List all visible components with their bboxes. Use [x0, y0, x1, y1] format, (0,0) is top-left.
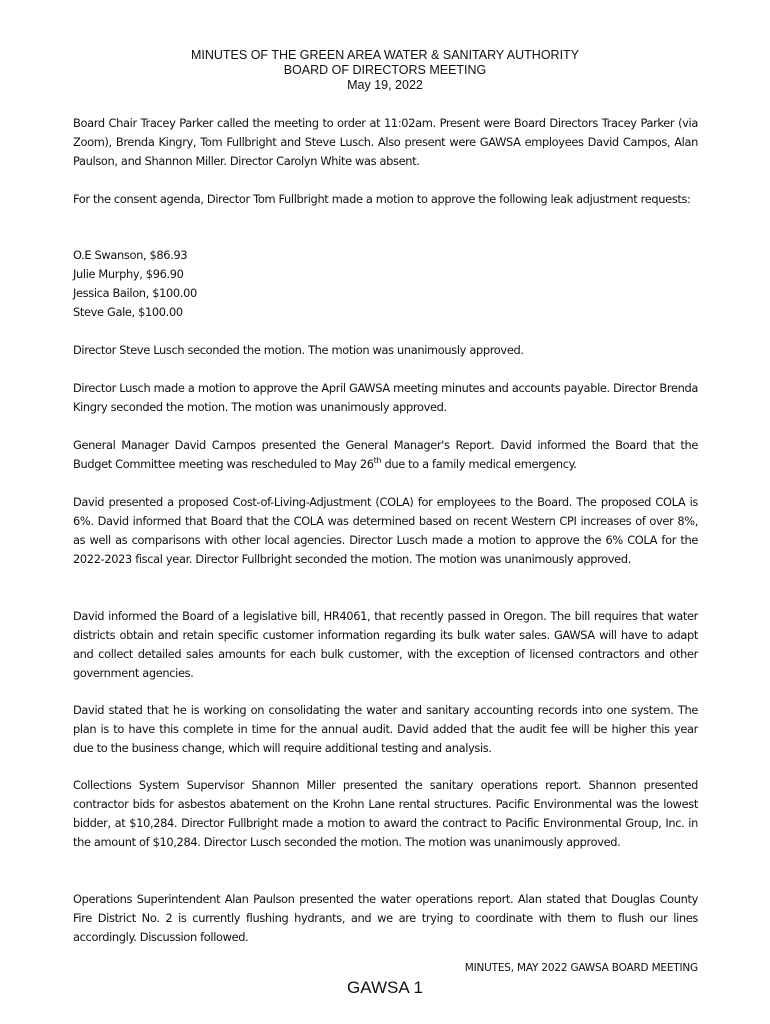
paragraph-cola: David presented a proposed Cost-of-Living-Adjustment (COLA) for employees to the Board. The proposed COLA is 6%. David informed that Board that the COLA was determined based on recent Western CPI increases of over 8%, as well as comparisons with other local agencies. Director Lusch made a motion to approve the 6% COLA for the 2022-2023 fiscal year. Director Fullbright seconded the motion. The motion was unanimously approved.	[73, 495, 698, 566]
footer-page-label: GAWSA 1	[347, 978, 423, 997]
paragraph-water-report: Operations Superintendent Alan Paulson presented the water operations report. Alan stated that Douglas County Fire District No. 2 is currently flushing hydrants, and we are trying to coordinate with them to flush our lines accordingly. Discussion followed.	[73, 892, 698, 944]
paragraph-gm-report: General Manager David Campos presented the General Manager's Report. David informed the Board that the Budget Committee meeting was rescheduled to May 26th due to a family medical emergency.	[73, 438, 698, 471]
footer-running-title: MINUTES, MAY 2022 GAWSA BOARD MEETING	[464, 962, 698, 974]
paragraph-consent-agenda: For the consent agenda, Director Tom Fullbright made a motion to approve the following leak adjustment requests:	[73, 192, 691, 206]
leak-adjustment-list	[73, 246, 698, 322]
paragraph-call-to-order: Board Chair Tracey Parker called the meeting to order at 11:02am. Present were Board Directors Tracey Parker (via Zoom), Brenda Kingry, Tom Fullbright and Steve Lusch. Also present were GAWSA employees David Campos, Alan Paulson, and Shannon Miller. Director Carolyn White was absent.	[73, 116, 698, 168]
header-subtitle: BOARD OF DIRECTORS MEETING	[283, 63, 487, 77]
document-header	[0, 48, 770, 93]
paragraph-sanitary-report: Collections System Supervisor Shannon Miller presented the sanitary operations report. Shannon presented contractor bids for asbestos abatement on the Krohn Lane rental structures. Pacific Environmental was the lowest bidder, at $10,284. Director Fullbright made a motion to award the contract to Pacific Environmental Group, Inc. in the amount of $10,284. Director Lusch seconded the motion. The motion was unanimously approved.	[73, 778, 698, 849]
list-item: Jessica Bailon, $100.00	[73, 286, 197, 300]
paragraph-legislative-bill: David informed the Board of a legislative bill, HR4061, that recently passed in Oregon. The bill requires that water districts obtain and retain specific customer information regarding its bulk water sales. GAWSA will have to adapt and collect detailed sales amounts for each bulk customer, with the exception of licensed contractors and other government agencies.	[73, 609, 698, 680]
list-item: Julie Murphy, $96.90	[73, 267, 184, 281]
list-item: O.E Swanson, $86.93	[73, 248, 188, 262]
list-item: Steve Gale, $100.00	[73, 305, 183, 319]
header-title: MINUTES OF THE GREEN AREA WATER & SANITARY AUTHORITY	[190, 48, 580, 62]
header-date: May 19, 2022	[347, 78, 423, 92]
paragraph-accounting-records: David stated that he is working on consolidating the water and sanitary accounting records into one system. The plan is to have this complete in time for the annual audit. David added that the audit fee will be higher this year due to the business change, which will require additional testing and analysis.	[73, 703, 698, 755]
paragraph-consent-approval: Director Steve Lusch seconded the motion. The motion was unanimously approved.	[73, 343, 524, 357]
paragraph-minutes-approval: Director Lusch made a motion to approve the April GAWSA meeting minutes and accounts payable. Director Brenda Kingry seconded the motion. The motion was unanimously approved.	[73, 381, 698, 414]
